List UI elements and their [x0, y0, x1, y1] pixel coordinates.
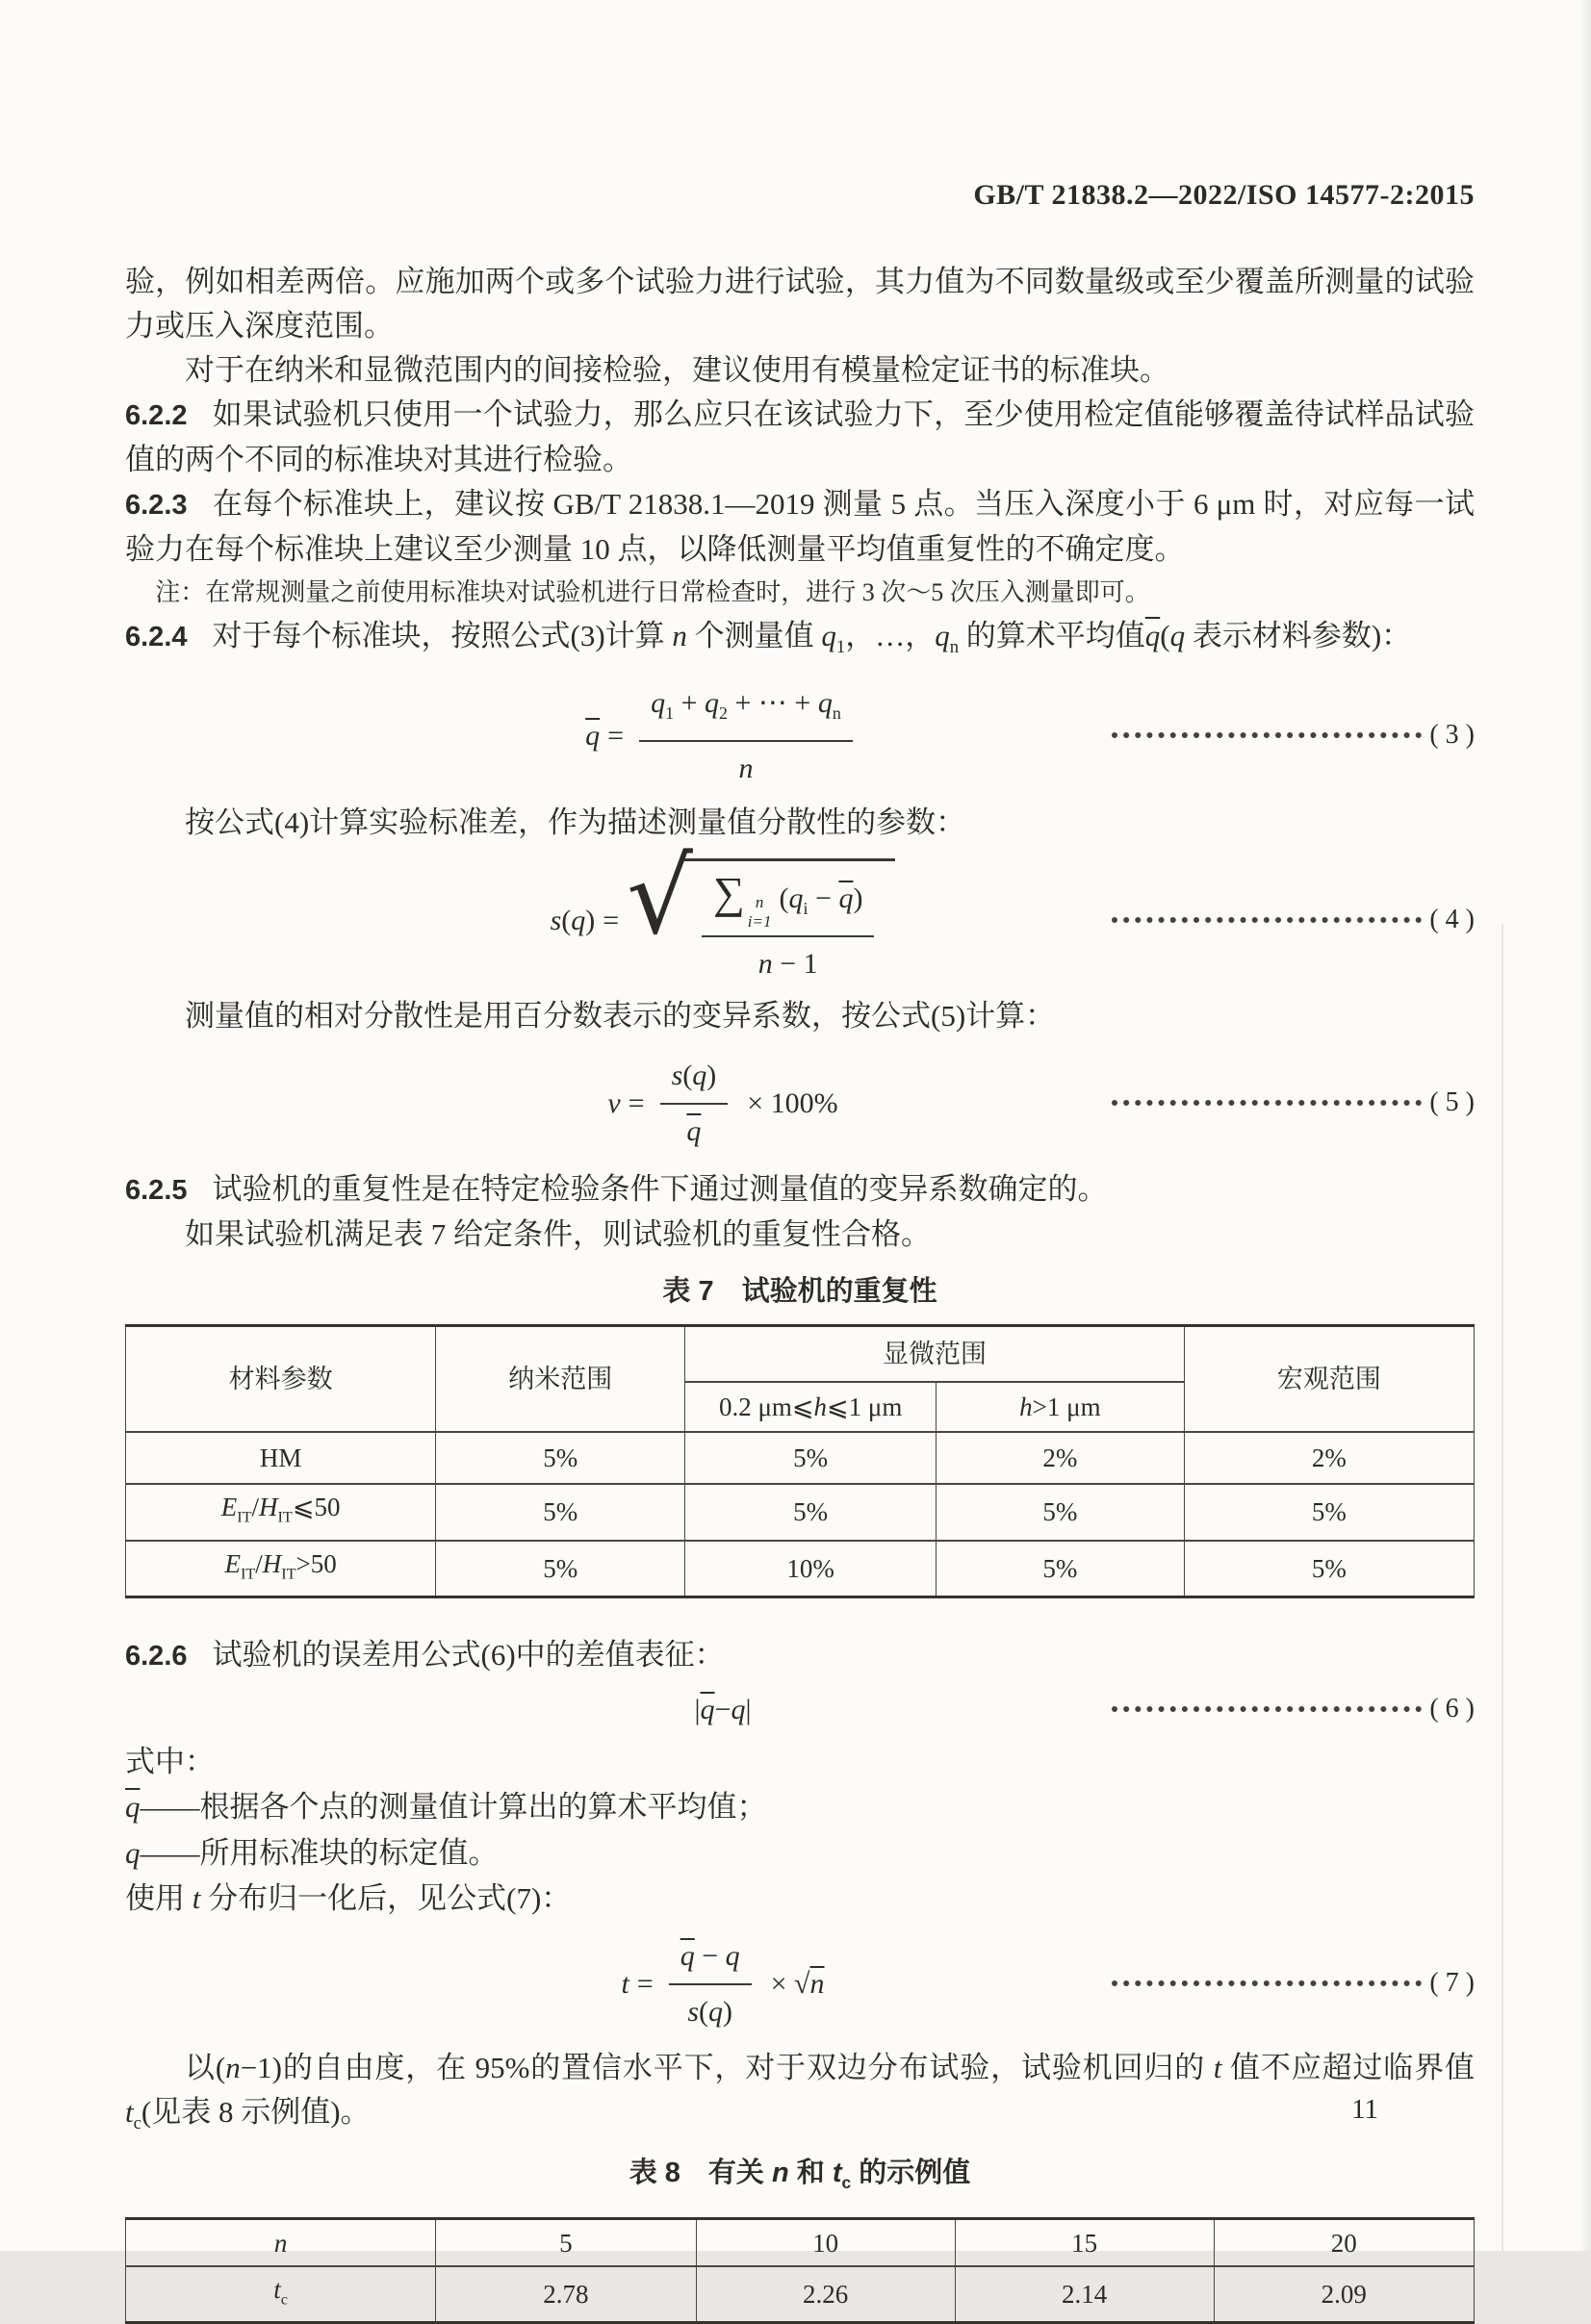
summation-limits	[748, 893, 772, 931]
formula-lhs: $\overline{q}$	[585, 720, 601, 753]
clause-6-2-5	[125, 1167, 1475, 1213]
cell-n-value: 20	[1214, 2219, 1474, 2267]
formula-std-deviation	[550, 837, 896, 986]
fraction	[660, 1054, 729, 1154]
clause-number: 6.2.4	[125, 622, 188, 652]
clause-number: 6.2.6	[125, 1641, 188, 1673]
formula-mean	[585, 681, 860, 791]
formula-lhs: v	[607, 1087, 621, 1120]
equation-number: ( 5 )	[1429, 1087, 1475, 1118]
table-8-title: 表 8 有关 n 和 $t_c$ 的示例值	[629, 2158, 971, 2193]
fraction-numerator: s(q)	[671, 1060, 717, 1092]
where-label: 式中：	[125, 1745, 215, 1779]
radical-sign: √	[627, 837, 693, 958]
summation-sign: ∑	[713, 868, 745, 918]
cell-param: $E_{IT}/H_{IT}>50$	[126, 1541, 436, 1597]
header-cell-macro-range: 宏观范围	[1184, 1326, 1474, 1433]
header-cell-nano-range: 纳米范围	[436, 1326, 685, 1433]
definition-qbar: $\overline{q}——$根据各个点的测量值计算出的算术平均值；	[125, 1790, 767, 1825]
paragraph-t-distribution: 使用 t 分布归一化后，见公式(7)：	[125, 1881, 572, 1916]
paragraph-variation-coefficient: 测量值的相对分散性是用百分数表示的变异系数，按公式(5)计算：	[185, 999, 1056, 1034]
equation-6	[125, 1678, 1475, 1740]
fraction-numerator: $q_1 + q_2$ + ⋯ + $q_n$	[651, 687, 841, 724]
equation-4	[125, 837, 1475, 994]
leader-dots	[1112, 1980, 1422, 1986]
radicand	[684, 858, 895, 986]
cell-nano: 5%	[436, 1484, 685, 1540]
fraction	[639, 681, 853, 791]
cell-tc-value: 2.09	[1214, 2266, 1474, 2323]
equation-leader	[1112, 1081, 1475, 1125]
clause-text: 如果试验机只使用一个试验力，那么应只在该试验力下，至少使用检定值能够覆盖待试样品试验值的两个不同的标准块对其进行检验。	[125, 397, 1475, 476]
clause-6-2-6	[125, 1633, 1475, 1678]
header-cell-depth-range-1: 0.2 μm⩽h⩽1 μm	[685, 1382, 937, 1432]
cell-nano: 5%	[436, 1432, 685, 1484]
fraction	[669, 1934, 752, 2034]
cell-param: HM	[126, 1432, 436, 1484]
header-cell-depth-range-2: h>1 μm	[936, 1382, 1184, 1432]
formula-tail: × 100%	[747, 1087, 838, 1120]
page-header	[0, 0, 1591, 212]
table-7-header-row-1	[126, 1326, 1475, 1383]
equals-sign: =	[603, 904, 620, 936]
equals-sign: =	[636, 1968, 654, 2001]
table-8-row-n	[126, 2219, 1475, 2267]
clause-6-2-4	[125, 614, 1475, 670]
cell-nano: 5%	[436, 1541, 685, 1597]
square-root	[627, 837, 895, 986]
table-8-example-values	[125, 2217, 1475, 2324]
limit-upper: n	[755, 893, 764, 912]
clause-text: 试验机的重复性是在特定检验条件下通过测量值的变异系数确定的。	[212, 1172, 1108, 1207]
equation-leader	[1112, 898, 1475, 942]
cell-macro: 5%	[1184, 1541, 1474, 1597]
formula-lhs: t	[621, 1968, 629, 2001]
paragraph-table7-condition: 如果试验机满足表 7 给定条件，则试验机的重复性合格。	[185, 1217, 931, 1252]
cell-micro1: 5%	[685, 1484, 937, 1540]
definition-q: q——所用标准块的标定值。	[125, 1836, 499, 1871]
clause-number: 6.2.3	[125, 490, 188, 521]
table-7-row-eit-gt-50	[126, 1541, 1475, 1597]
equation-7	[125, 1921, 1475, 2046]
fraction-denominator: q	[660, 1103, 729, 1154]
scan-edge-artifact	[1579, 0, 1591, 2251]
equation-leader	[1112, 1961, 1475, 2005]
cell-n-value: 15	[955, 2219, 1214, 2267]
leader-dots	[1112, 1100, 1422, 1106]
cell-micro2: 2%	[936, 1432, 1184, 1484]
cell-label-tc: $t_c$	[126, 2266, 436, 2323]
cell-micro1: 10%	[685, 1541, 937, 1597]
cell-micro1: 5%	[685, 1432, 937, 1484]
limit-lower: i=1	[747, 911, 772, 931]
paragraph-confidence: 以(n−1)的自由度，在 95%的置信水平下，对于双边分布试验，试验机回归的 t 值不应超过临界值 $t_c$(见表 8 示例值)。	[125, 2051, 1475, 2134]
table-7-repeatability	[125, 1324, 1475, 1598]
equation-number: ( 4 )	[1429, 904, 1475, 934]
fraction-numerator: $\overline{q} - q$	[680, 1940, 740, 1973]
fraction-denominator: n	[639, 740, 853, 791]
page-content	[125, 260, 1475, 2324]
clause-number: 6.2.5	[125, 1175, 188, 1207]
header-cell-material-parameter: 材料参数	[126, 1326, 436, 1433]
page-number: 11	[1351, 2094, 1378, 2125]
table-7-row-hm	[126, 1432, 1475, 1484]
cell-micro2: 5%	[936, 1541, 1184, 1597]
paragraph-std-deviation: 按公式(4)计算实验标准差，作为描述测量值分散性的参数：	[185, 805, 966, 840]
equation-3	[125, 670, 1475, 801]
paragraph-continued: 验，例如相差两倍。应施加两个或多个试验力进行试验，其力值为不同数量级或至少覆盖所测量的试验力或压入深度范围。	[125, 265, 1475, 343]
scan-fold-line	[1501, 924, 1503, 2251]
equation-leader	[1112, 713, 1475, 757]
clause-text: 对于每个标准块，按照公式(3)计算 n 个测量值 $q_1$，…，$q_n$ 的算术平均值$\overline{q}(q$ 表示材料参数)：	[212, 619, 1412, 658]
equation-number: ( 6 )	[1429, 1694, 1475, 1724]
table-7-row-eit-le-50	[126, 1484, 1475, 1540]
cell-param: $E_{IT}/H_{IT}⩽50$	[126, 1484, 436, 1540]
cell-n-value: 10	[696, 2219, 955, 2267]
clause-text: 试验机的误差用公式(6)中的差值表征：	[212, 1638, 725, 1673]
fraction-denominator: n − 1	[702, 935, 874, 986]
table-8-row-tc	[126, 2266, 1475, 2323]
leader-dots	[1112, 917, 1422, 923]
cell-tc-value: 2.78	[436, 2266, 696, 2323]
header-cell-micro-range: 显微范围	[685, 1326, 1184, 1383]
equation-5	[125, 1038, 1475, 1167]
formula-cov	[607, 1054, 837, 1154]
clause-6-2-3	[125, 482, 1475, 572]
leader-dots	[1112, 1706, 1422, 1712]
formula-lhs: s(q)	[550, 904, 596, 936]
table-7-title: 表 7 试验机的重复性	[662, 1276, 937, 1308]
leader-dots	[1112, 732, 1422, 738]
cell-tc-value: 2.26	[696, 2266, 955, 2323]
cell-label-n: n	[126, 2219, 436, 2267]
equals-sign: =	[607, 720, 625, 753]
equation-leader	[1112, 1687, 1475, 1731]
fraction-denominator: s(q)	[669, 1983, 752, 2034]
cell-n-value: 5	[436, 2219, 696, 2267]
fraction	[702, 868, 874, 986]
cell-micro2: 5%	[936, 1484, 1184, 1540]
equation-number: ( 3 )	[1429, 720, 1475, 751]
note-text: 注：在常规测量之前使用标准块对试验机进行日常检查时，进行 3 次～5 次压入测量即可。	[155, 578, 1150, 606]
summand: $(q_i - \overline{q})$	[779, 882, 863, 919]
cell-macro: 2%	[1184, 1432, 1474, 1484]
clause-6-2-2	[125, 393, 1475, 482]
equation-number: ( 7 )	[1429, 1968, 1475, 1999]
formula-tail: × √n	[770, 1968, 825, 2001]
clause-number: 6.2.2	[125, 400, 188, 431]
fraction-numerator	[702, 868, 874, 935]
clause-text: 在每个标准块上，建议按 GB/T 21838.1—2019 测量 5 点。当压入深度小于 6 μm 时，对应每一试验力在每个标准块上建议至少测量 10 点，以降低测量平均值重复性的不确定度。	[125, 487, 1475, 566]
formula-t-value	[621, 1934, 824, 2034]
paragraph-indirect-verification: 对于在纳米和显微范围内的间接检验，建议使用有模量检定证书的标准块。	[185, 353, 1169, 387]
formula-error: | $\overline{q}$ − q |	[694, 1694, 752, 1726]
cell-tc-value: 2.14	[955, 2266, 1214, 2323]
cell-macro: 5%	[1184, 1484, 1474, 1540]
equals-sign: =	[628, 1087, 645, 1120]
standard-number: GB/T 21838.2—2022/ISO 14577-2:2015	[973, 179, 1475, 211]
